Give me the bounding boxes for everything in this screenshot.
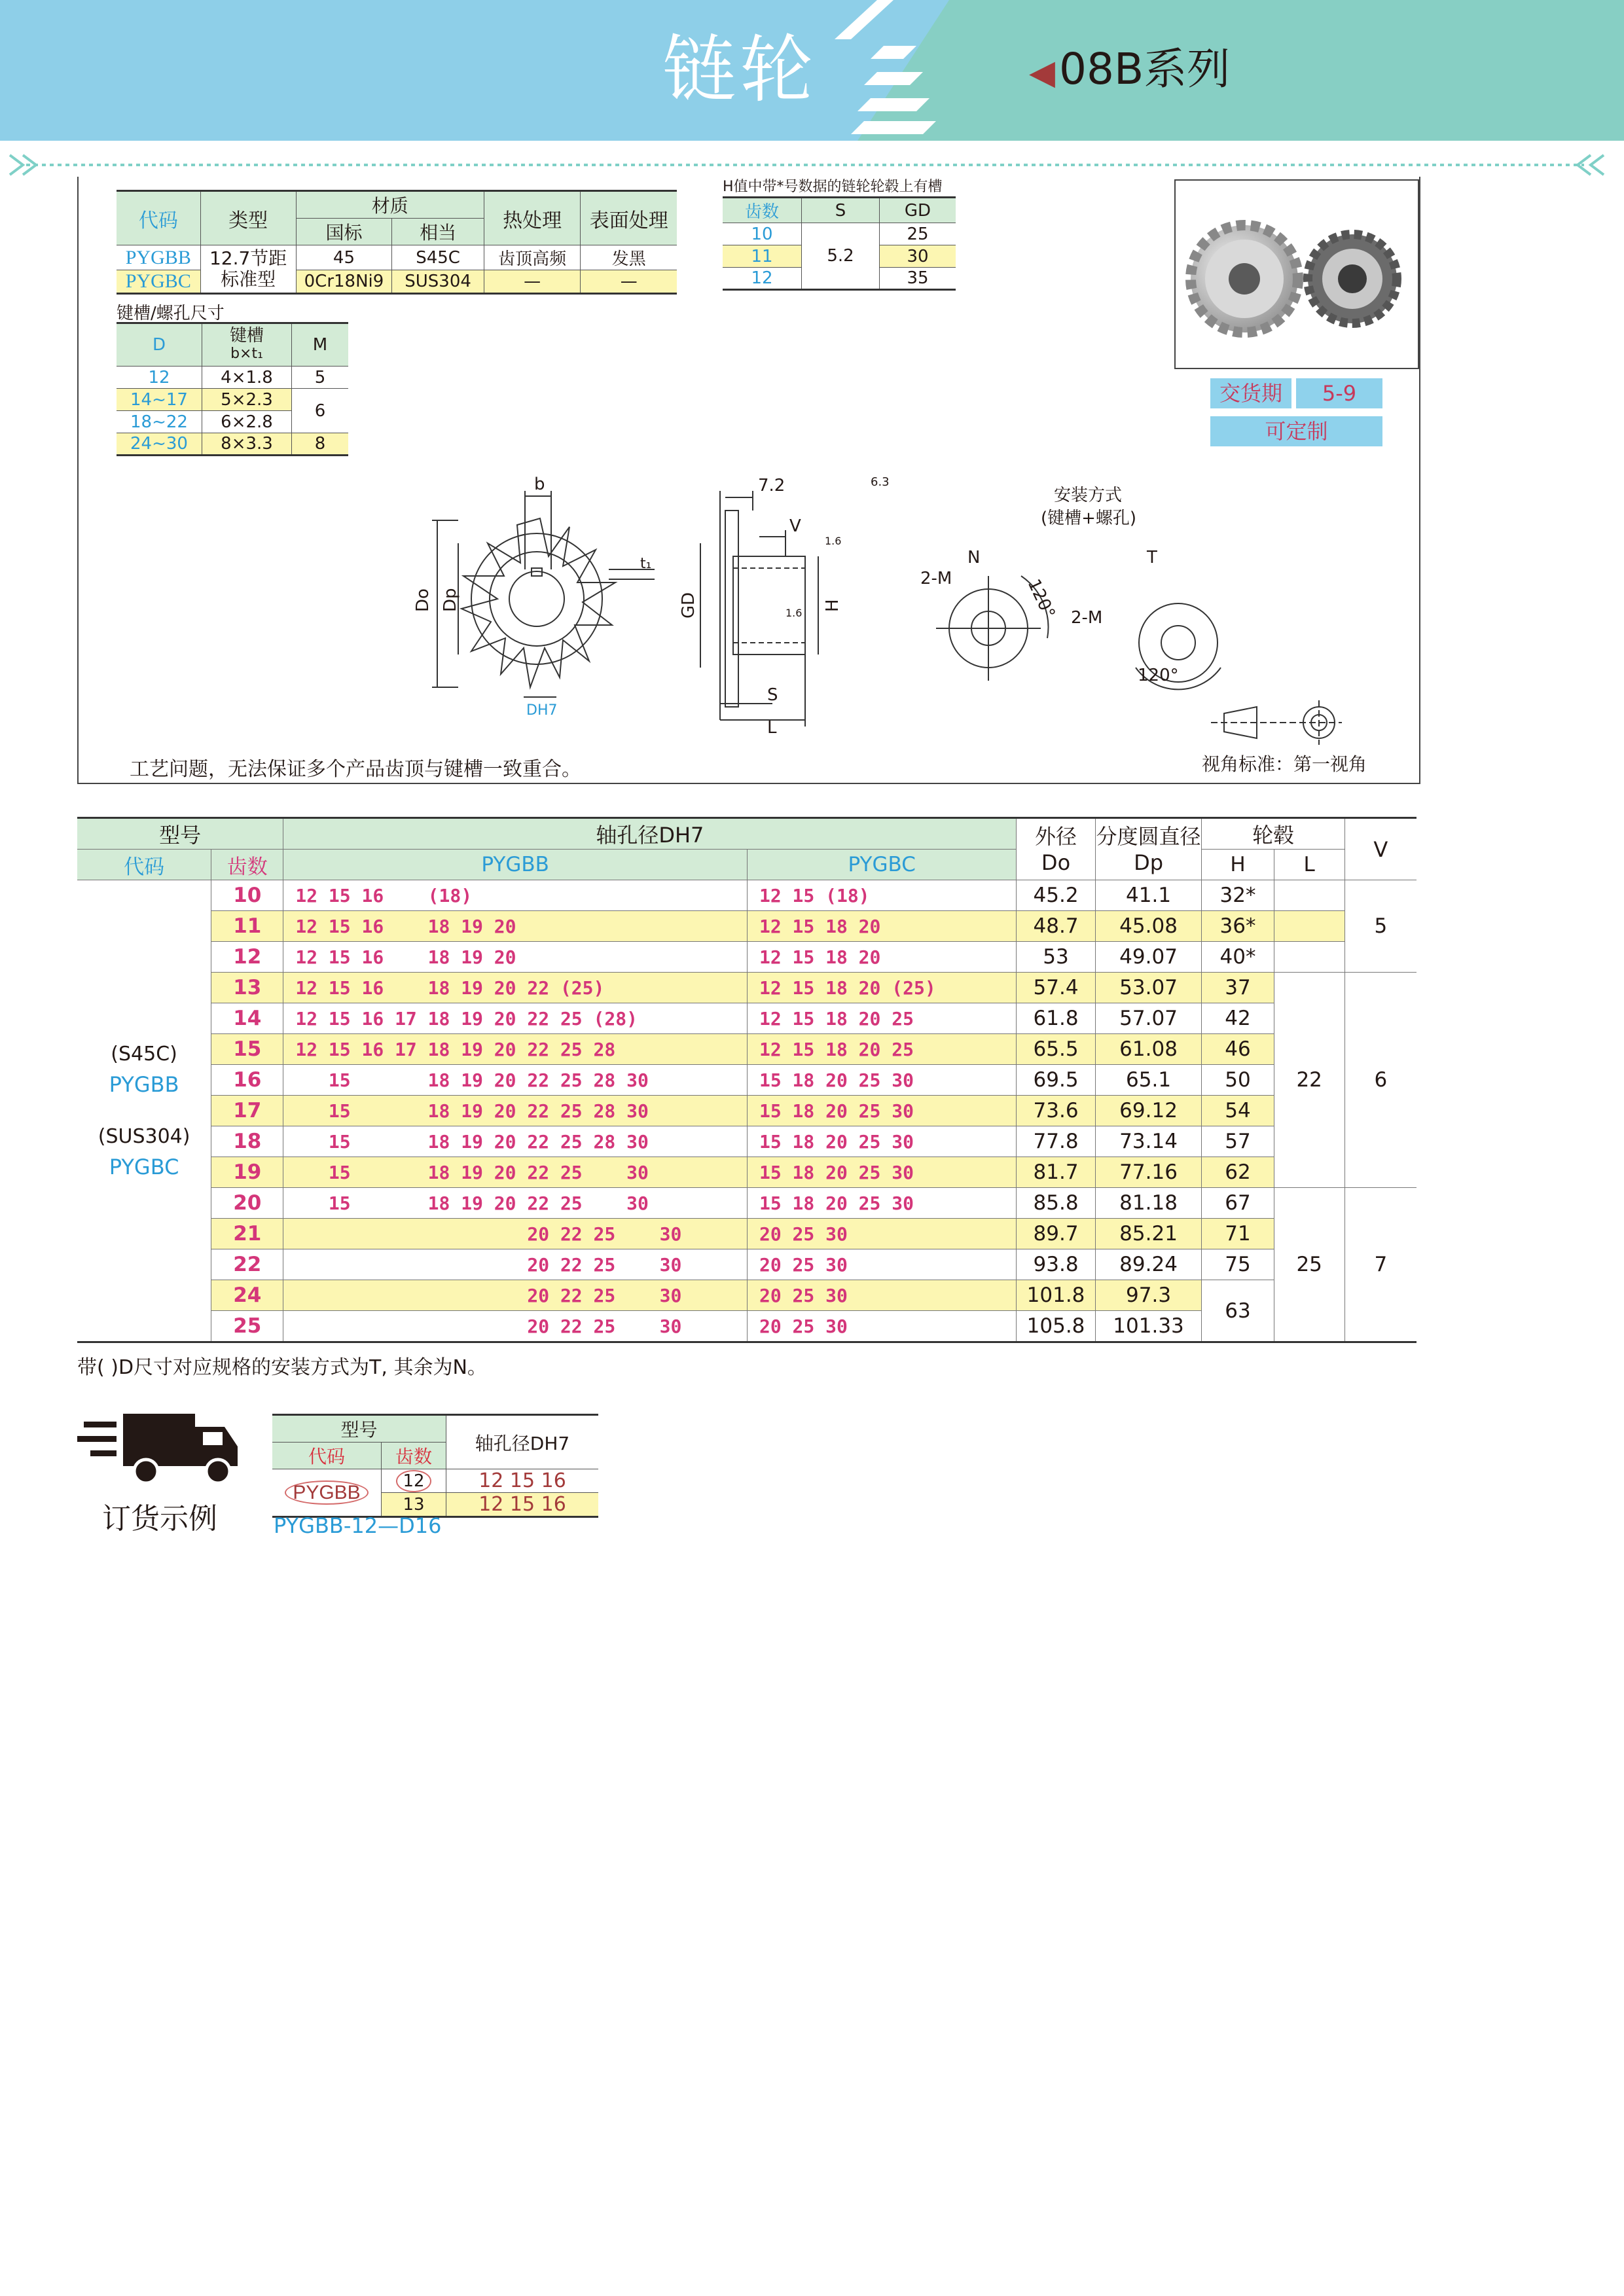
hub-h-cell: 40* <box>1202 942 1274 973</box>
bore-pygbc: 20 25 30 <box>747 1249 1016 1280</box>
th-code: 代码 <box>117 191 200 245</box>
ord-bores-2: 12 15 16 <box>446 1493 599 1517</box>
spec-row <box>77 1065 1416 1096</box>
teeth-cell: 16 <box>211 1065 283 1096</box>
od-cell: 81.7 <box>1017 1157 1095 1188</box>
chevron-left-icon <box>1571 152 1610 178</box>
dp-cell: 89.24 <box>1095 1249 1202 1280</box>
kw-th-m: M <box>292 323 349 367</box>
code-mat-1: (S45C) <box>111 1043 177 1066</box>
install-sub: (键槽+螺孔) <box>1041 509 1137 528</box>
hub-h-cell: 54 <box>1202 1096 1274 1126</box>
dp-cell: 97.3 <box>1095 1280 1202 1311</box>
ord-teeth-1 <box>382 1469 446 1493</box>
mat-gb-2: 0Cr18Ni9 <box>296 270 392 294</box>
bore-pygbb: 20 22 25 30 <box>283 1311 748 1342</box>
hub-h-cell: 50 <box>1202 1065 1274 1096</box>
kw-d-4: 24~30 <box>117 433 202 456</box>
dp-cell: 53.07 <box>1095 973 1202 1003</box>
spec-row <box>77 973 1416 1003</box>
hub-h-cell: 67 <box>1202 1188 1274 1219</box>
od-cell: 48.7 <box>1017 911 1095 942</box>
rough-16a: 1.6 <box>825 535 842 547</box>
bore-pygbb: 20 22 25 30 <box>283 1219 748 1249</box>
v-5: 5 <box>1344 880 1416 973</box>
spec-table <box>77 817 1416 1343</box>
v-6: 6 <box>1344 973 1416 1188</box>
dp-cell: 81.18 <box>1095 1188 1202 1219</box>
bore-pygbb: 12 15 16 18 19 20 <box>283 942 748 973</box>
hub-h-cell: 37 <box>1202 973 1274 1003</box>
od-cell: 45.2 <box>1017 880 1095 911</box>
chevron-right-icon <box>7 152 46 178</box>
dp-cell: 73.14 <box>1095 1126 1202 1157</box>
dp-cell: 65.1 <box>1095 1065 1202 1096</box>
od-cell: 77.8 <box>1017 1126 1095 1157</box>
th-code: 代码 <box>77 850 211 880</box>
teeth-cell: 13 <box>211 973 283 1003</box>
teeth-cell: 21 <box>211 1219 283 1249</box>
th-material: 材质 <box>296 191 484 219</box>
kw-th-key-sub: b×t₁ <box>230 346 263 362</box>
angle-t: 120° <box>1138 666 1179 685</box>
mat-code-1: PYGBB <box>117 245 200 270</box>
custom-label: 可定制 <box>1210 416 1382 446</box>
mat-type-2: 标准型 <box>221 268 276 290</box>
install-2m-t: 2-M <box>1071 608 1103 628</box>
dp-cell: 57.07 <box>1095 1003 1202 1034</box>
delivery-days: 5-9 <box>1296 378 1382 408</box>
th-pygbb: PYGBB <box>283 850 748 880</box>
dim-72: 7.2 <box>758 476 785 495</box>
triangle-left-icon: ◀ <box>1029 53 1055 92</box>
spec-row <box>77 1003 1416 1034</box>
mat-equiv-2: SUS304 <box>392 270 484 294</box>
ord-code-text: PYGBB <box>285 1480 368 1505</box>
bore-pygbb: 15 18 19 20 22 25 28 30 <box>283 1096 748 1126</box>
kw-key-3: 6×2.8 <box>202 411 292 433</box>
bore-pygbc: 12 15 18 20 25 <box>747 1003 1016 1034</box>
product-photo <box>1174 179 1419 369</box>
teeth-cell: 20 <box>211 1188 283 1219</box>
ord-teeth-1-text: 12 <box>396 1470 431 1492</box>
dim-dh7: DH7 <box>526 702 558 719</box>
dim-t1: t₁ <box>640 556 652 572</box>
mat-surface-2: — <box>581 270 677 294</box>
teeth-cell: 10 <box>211 880 283 911</box>
code-name-1: PYGBB <box>109 1072 179 1097</box>
install-title: 安装方式 <box>1054 486 1123 505</box>
kw-key-4: 8×3.3 <box>202 433 292 456</box>
hub-h-cell: 71 <box>1202 1219 1274 1249</box>
sprocket-front-icon <box>461 518 615 687</box>
bore-pygbc: 15 18 20 25 30 <box>747 1126 1016 1157</box>
ord-bores-1: 12 15 16 <box>446 1469 599 1493</box>
material-table <box>117 190 677 295</box>
bore-pygbc: 12 15 (18) <box>747 880 1016 911</box>
kw-th-d: D <box>117 323 202 367</box>
hub-l-empty <box>1274 880 1344 911</box>
bore-pygbc: 20 25 30 <box>747 1219 1016 1249</box>
teeth-cell: 11 <box>211 911 283 942</box>
code-cell <box>77 880 211 1342</box>
dotted-divider <box>26 164 1584 166</box>
table-footnote: 带( )D尺寸对应规格的安装方式为T, 其余为N。 <box>77 1356 487 1379</box>
ht-gd-3: 35 <box>880 268 956 290</box>
dim-l: L <box>767 718 777 738</box>
kw-d-3: 18~22 <box>117 411 202 433</box>
od-cell: 101.8 <box>1017 1280 1095 1311</box>
th-pitch <box>1095 818 1202 880</box>
bore-pygbc: 12 15 18 20 25 <box>747 1034 1016 1065</box>
code-mat-2: (SUS304) <box>98 1125 190 1148</box>
keyway-title: 键槽/螺孔尺寸 <box>117 304 225 323</box>
th-od-label: 外径 <box>1035 823 1077 849</box>
dp-cell: 49.07 <box>1095 942 1202 973</box>
teeth-cell: 17 <box>211 1096 283 1126</box>
kw-m-2: 6 <box>292 389 349 433</box>
bore-pygbb: 12 15 16 17 18 19 20 22 25 28 <box>283 1034 748 1065</box>
view-standard: 视角标准：第一视角 <box>1202 753 1367 775</box>
bore-pygbc: 15 18 20 25 30 <box>747 1157 1016 1188</box>
dp-cell: 101.33 <box>1095 1311 1202 1342</box>
bore-pygbb: 12 15 16 18 19 20 <box>283 911 748 942</box>
th-surface: 表面处理 <box>581 191 677 245</box>
spec-row <box>77 1157 1416 1188</box>
ht-th-gd: GD <box>880 198 956 223</box>
ht-th-s: S <box>802 198 880 223</box>
th-gb: 国标 <box>296 219 392 245</box>
od-cell: 61.8 <box>1017 1003 1095 1034</box>
bore-pygbc: 15 18 20 25 30 <box>747 1096 1016 1126</box>
technical-drawing <box>367 471 1453 779</box>
dim-dp: Dp <box>441 588 460 612</box>
dp-cell: 85.21 <box>1095 1219 1202 1249</box>
ord-th-teeth: 齿数 <box>382 1443 446 1469</box>
od-cell: 65.5 <box>1017 1034 1095 1065</box>
ord-th-model: 型号 <box>272 1415 446 1443</box>
rough-63: 6.3 <box>871 475 890 489</box>
kw-m-4: 8 <box>292 433 349 456</box>
code-name-2: PYGBC <box>109 1155 179 1179</box>
th-pitch-label: 分度圆直径 <box>1096 823 1201 849</box>
ord-th-code: 代码 <box>272 1443 382 1469</box>
ord-teeth-2: 13 <box>382 1493 446 1517</box>
order-table <box>272 1414 598 1518</box>
teeth-cell: 25 <box>211 1311 283 1342</box>
spec-row <box>77 1219 1416 1249</box>
od-cell: 93.8 <box>1017 1249 1095 1280</box>
ht-th-teeth: 齿数 <box>723 198 802 223</box>
dim-gd: GD <box>679 592 698 619</box>
teeth-cell: 15 <box>211 1034 283 1065</box>
series-label <box>1029 34 1230 96</box>
th-pygbc: PYGBC <box>747 850 1016 880</box>
spec-row <box>77 911 1416 942</box>
th-hub: 轮毂 <box>1202 818 1344 850</box>
od-cell: 69.5 <box>1017 1065 1095 1096</box>
kw-th-key <box>202 323 292 367</box>
hub-h-merged: 63 <box>1202 1280 1274 1342</box>
bore-pygbb: 15 18 19 20 22 25 30 <box>283 1157 748 1188</box>
th-equiv: 相当 <box>392 219 484 245</box>
bore-pygbb: 12 15 16 17 18 19 20 22 25 (28) <box>283 1003 748 1034</box>
dim-do: Do <box>413 588 433 612</box>
bore-pygbc: 15 18 20 25 30 <box>747 1188 1016 1219</box>
hub-h-cell: 42 <box>1202 1003 1274 1034</box>
bore-pygbc: 20 25 30 <box>747 1311 1016 1342</box>
mat-heat-2: — <box>484 270 581 294</box>
od-cell: 57.4 <box>1017 973 1095 1003</box>
spec-row <box>77 1280 1416 1311</box>
install-2m-n: 2-M <box>920 569 952 588</box>
bore-pygbb: 20 22 25 30 <box>283 1249 748 1280</box>
h-table-title: H值中带*号数据的链轮轮毂上有槽 <box>723 179 943 195</box>
th-od-sub: Do <box>1041 850 1071 875</box>
hub-h-cell: 46 <box>1202 1034 1274 1065</box>
truck-icon <box>77 1407 247 1492</box>
kw-key-2: 5×2.3 <box>202 389 292 411</box>
dp-cell: 61.08 <box>1095 1034 1202 1065</box>
mat-gb-1: 45 <box>296 245 392 270</box>
hub-h-cell: 62 <box>1202 1157 1274 1188</box>
order-example: PYGBB-12—D16 <box>274 1513 442 1538</box>
mat-code-2: PYGBC <box>117 270 200 294</box>
th-pitch-sub: Dp <box>1134 850 1164 875</box>
hub-h-cell: 75 <box>1202 1249 1274 1280</box>
bore-pygbc: 12 15 18 20 (25) <box>747 973 1016 1003</box>
th-teeth: 齿数 <box>211 850 283 880</box>
mat-type-1: 12.7节距 <box>209 247 287 269</box>
mat-type <box>200 245 296 294</box>
hub-h-cell: 32* <box>1202 880 1274 911</box>
teeth-cell: 18 <box>211 1126 283 1157</box>
ht-gd-1: 25 <box>880 223 956 245</box>
teeth-cell: 22 <box>211 1249 283 1280</box>
th-h: H <box>1202 850 1274 880</box>
dp-cell: 45.08 <box>1095 911 1202 942</box>
mat-heat-1: 齿顶高频 <box>484 245 581 270</box>
bore-pygbc: 12 15 18 20 <box>747 942 1016 973</box>
angle-n: 120° <box>1023 576 1059 622</box>
bore-pygbc: 12 15 18 20 <box>747 911 1016 942</box>
dp-cell: 41.1 <box>1095 880 1202 911</box>
ht-gd-2: 30 <box>880 245 956 268</box>
hub-l-25: 25 <box>1274 1188 1344 1342</box>
spec-row <box>77 880 1416 911</box>
bore-pygbb: 15 18 19 20 22 25 28 30 <box>283 1065 748 1096</box>
mat-surface-1: 发黑 <box>581 245 677 270</box>
kw-th-key-label: 键槽 <box>229 326 264 346</box>
page-title: 链轮 <box>662 27 817 113</box>
ht-teeth-1: 10 <box>723 223 802 245</box>
bore-pygbb: 15 18 19 20 22 25 30 <box>283 1188 748 1219</box>
bore-pygbc: 20 25 30 <box>747 1280 1016 1311</box>
od-cell: 105.8 <box>1017 1311 1095 1342</box>
spec-row <box>77 1096 1416 1126</box>
dim-h: H <box>823 599 842 612</box>
od-cell: 73.6 <box>1017 1096 1095 1126</box>
hub-h-cell: 57 <box>1202 1126 1274 1157</box>
th-model: 型号 <box>77 818 283 850</box>
th-l: L <box>1274 850 1344 880</box>
od-cell: 85.8 <box>1017 1188 1095 1219</box>
dim-v: V <box>789 516 801 536</box>
kw-d-1: 12 <box>117 367 202 389</box>
th-bore: 轴孔径DH7 <box>283 818 1017 850</box>
sprocket-photo-icon <box>1176 181 1418 368</box>
dp-cell: 77.16 <box>1095 1157 1202 1188</box>
ht-teeth-3: 12 <box>723 268 802 290</box>
kw-d-2: 14~17 <box>117 389 202 411</box>
spec-row <box>77 1188 1416 1219</box>
series-text: 08B系列 <box>1059 44 1231 94</box>
ht-teeth-2: 11 <box>723 245 802 268</box>
install-t: T <box>1147 548 1157 567</box>
kw-m-1: 5 <box>292 367 349 389</box>
bore-pygbb: 15 18 19 20 22 25 28 30 <box>283 1126 748 1157</box>
dim-s: S <box>767 685 778 705</box>
ht-s-2: 5.2 <box>802 223 880 290</box>
teeth-cell: 24 <box>211 1280 283 1311</box>
dim-b: b <box>534 475 545 494</box>
install-n: N <box>967 548 981 567</box>
kw-key-1: 4×1.8 <box>202 367 292 389</box>
th-od <box>1017 818 1095 880</box>
order-title: 订货示例 <box>102 1502 217 1535</box>
bore-pygbb: 12 15 16 (18) <box>283 880 748 911</box>
bore-pygbc: 15 18 20 25 30 <box>747 1065 1016 1096</box>
keyway-table <box>117 322 348 456</box>
rough-16b: 1.6 <box>785 607 803 619</box>
drawing-note: 工艺问题，无法保证多个产品齿顶与键槽一致重合。 <box>130 758 581 781</box>
od-cell: 89.7 <box>1017 1219 1095 1249</box>
delivery-label: 交货期 <box>1210 378 1291 408</box>
ord-th-bore: 轴孔径DH7 <box>446 1415 599 1469</box>
mat-equiv-1: S45C <box>392 245 484 270</box>
bore-pygbb: 12 15 16 18 19 20 22 (25) <box>283 973 748 1003</box>
dp-cell: 69.12 <box>1095 1096 1202 1126</box>
ord-code <box>272 1469 382 1517</box>
hub-l-empty <box>1274 911 1344 942</box>
hub-l-empty <box>1274 942 1344 973</box>
bore-pygbb: 20 22 25 30 <box>283 1280 748 1311</box>
spec-row <box>77 1249 1416 1280</box>
teeth-cell: 19 <box>211 1157 283 1188</box>
v-7: 7 <box>1344 1188 1416 1342</box>
spec-row <box>77 1126 1416 1157</box>
hub-l-22: 22 <box>1274 973 1344 1188</box>
th-type: 类型 <box>200 191 296 245</box>
teeth-cell: 12 <box>211 942 283 973</box>
th-v: V <box>1344 818 1416 880</box>
teeth-cell: 14 <box>211 1003 283 1034</box>
th-heat: 热处理 <box>484 191 581 245</box>
h-table <box>723 196 956 291</box>
spec-row <box>77 1034 1416 1065</box>
hub-h-cell: 36* <box>1202 911 1274 942</box>
od-cell: 53 <box>1017 942 1095 973</box>
spec-row <box>77 942 1416 973</box>
